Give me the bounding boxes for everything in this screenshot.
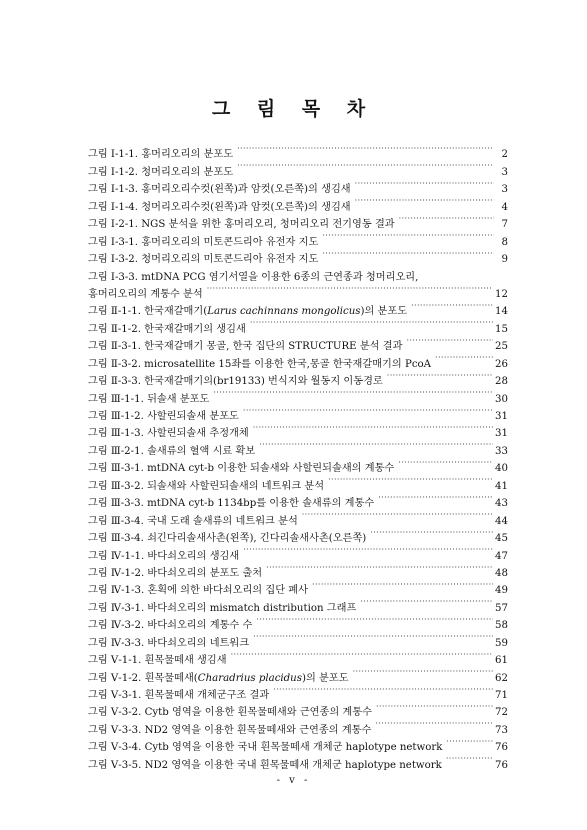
toc-entry-page: 43	[495, 498, 508, 510]
toc-leader-dots	[355, 192, 494, 209]
toc-entry-page: 40	[495, 463, 508, 475]
toc-entry-page: 7	[501, 219, 508, 231]
toc-entry-page: 45	[495, 533, 508, 545]
toc-entry-label: 그림 Ⅲ-3-2. 되솔새와 사할린되솔새의 네트워크 분석	[88, 480, 325, 492]
toc-entry-label: 그림 Ⅰ-1-2. 청머리오리의 분포도	[88, 166, 234, 178]
toc-list	[88, 140, 508, 771]
toc-entry-label: 그림 Ⅴ-3-1. 흰목물떼새 개체군구조 결과	[88, 690, 270, 701]
toc-leader-dots	[411, 297, 493, 314]
toc-leader-dots	[370, 524, 493, 541]
toc-entry-label: 그림 Ⅴ-1-1. 흰목물떼새 생김새	[88, 655, 227, 667]
toc-leader-dots	[266, 559, 493, 576]
toc-leader-dots	[273, 681, 493, 698]
toc-entry-label: 그림 Ⅴ-3-3. ND2 영역을 이용한 흰목물떼새와 근연종의 계통수	[88, 724, 372, 736]
toc-entry-page: 48	[495, 567, 508, 579]
toc-entry-page: 3	[501, 184, 508, 196]
toc-leader-dots	[237, 157, 494, 174]
toc-entry-label: 그림 Ⅰ-3-1. 홍머리오리의 미토콘드리아 유전자 지도	[88, 236, 319, 248]
toc-entry-label: 그림 Ⅳ-3-3. 바다쇠오리의 네트워크	[88, 637, 250, 649]
toc-entry-label: 그림 Ⅰ-1-3. 홍머리오리수컷(왼쪽)과 암컷(오른쪽)의 생김새	[88, 184, 351, 196]
toc-entry-label: 그림 Ⅴ-1-2. 흰목물떼새(Charadrius placidus)의 분포도	[88, 672, 349, 684]
toc-leader-dots	[322, 245, 494, 262]
toc-entry-label: 그림 Ⅲ-2-1. 솔새류의 혈액 시료 확보	[88, 445, 256, 457]
toc-entry-label: 그림 Ⅲ-3-4. 국내 도래 솔새류의 네트워크 분석	[88, 515, 298, 527]
toc-entry-label: 그림 Ⅳ-3-2. 바다쇠오리의 계통수 수	[88, 620, 253, 632]
toc-entry-label: 그림 Ⅱ-3-3. 한국재갈매기의(br19133) 번식지와 월동지 이동경로	[88, 376, 383, 388]
toc-entry-page: 71	[495, 690, 508, 701]
toc-entry-label: 그림 Ⅰ-1-4. 청머리오리수컷(왼쪽)과 암컷(오른쪽)의 생김새	[88, 201, 351, 213]
toc-leader-dots	[387, 367, 493, 384]
toc-entry-page: 25	[495, 341, 508, 353]
toc-entry-label: 그림 Ⅱ-1-1. 한국재갈매기(Larus cachinnans mongolicus)의 분포도	[88, 306, 408, 318]
toc-entry-label: 그림 Ⅲ-1-1. 뒤솔새 분포도	[88, 393, 210, 405]
toc-entry-label: 그림 Ⅲ-3-3. mtDNA cyt-b 1134bp를 이용한 솔새류의 계통수	[88, 498, 375, 510]
toc-entry-page: 33	[495, 445, 508, 457]
toc-leader-dots	[435, 349, 493, 366]
toc-entry-page: 61	[495, 655, 508, 667]
toc-leader-dots	[399, 210, 494, 227]
toc-entry-page: 3	[501, 166, 508, 178]
toc-entry-page: 15	[495, 323, 508, 335]
toc-leader-dots	[243, 402, 493, 419]
toc-entry-page: 26	[495, 358, 508, 370]
toc-entry-page: 41	[495, 480, 508, 492]
toc-entry-label: 그림 Ⅴ-3-4. Cytb 영역을 이용한 국내 흰목물떼새 개체군 haplotype network	[88, 742, 443, 754]
toc-entry-page: 30	[495, 393, 508, 405]
toc-entry-label: 그림 Ⅰ-3-3. mtDNA PCG 염기서열을 이용한 6종의 근연종과 청머리오리,	[88, 271, 419, 283]
toc-entry-page: 44	[495, 515, 508, 527]
toc-leader-dots	[322, 227, 494, 244]
toc-leader-dots	[355, 175, 494, 192]
toc-entry-page: 72	[495, 707, 508, 719]
page-title: 그 림 목 차	[211, 98, 376, 120]
toc-entry-label: 그림 Ⅰ-1-1. 홍머리오리의 분포도	[88, 149, 234, 161]
toc-leader-dots	[237, 140, 494, 157]
toc-leader-dots	[446, 733, 493, 750]
toc-entry-label: 그림 Ⅰ-2-1. NGS 분석을 위한 홍머리오리, 청머리오리 전기영동 결과	[88, 219, 395, 231]
toc-entry[interactable]	[88, 140, 508, 161]
toc-entry-label: 그림 Ⅲ-1-2. 사할린되솔새 분포도	[88, 411, 239, 422]
toc-leader-dots	[328, 471, 493, 488]
toc-entry-page: 59	[495, 637, 508, 649]
toc-entry-page: 12	[495, 288, 508, 300]
toc-leader-dots	[378, 489, 493, 506]
toc-leader-dots	[302, 506, 493, 523]
toc-entry-label: 그림 Ⅴ-3-2. Cytb 영역을 이용한 흰목물떼새와 근연종의 계통수	[88, 707, 372, 719]
toc-entry-label: 그림 Ⅱ-3-2. microsatellite 15좌를 이용한 한국,몽골 한국재갈매기의 PcoA	[88, 358, 432, 370]
toc-entry-page: 47	[495, 550, 508, 562]
toc-entry-page: 62	[495, 672, 508, 684]
toc-leader-dots	[398, 454, 493, 471]
toc-entry-page: 9	[501, 254, 508, 266]
toc-leader-dots	[353, 663, 493, 680]
toc-leader-dots	[253, 419, 493, 436]
toc-leader-dots	[376, 698, 493, 715]
toc-leader-dots	[207, 280, 493, 297]
toc-entry-label: 홍머리오리의 계통수 분석	[88, 288, 203, 300]
toc-leader-dots	[446, 750, 493, 767]
toc-entry-label: 그림 Ⅳ-1-1. 바다쇠오리의 생김새	[88, 550, 240, 562]
toc-entry-page: 28	[495, 376, 508, 388]
toc-leader-dots	[250, 314, 493, 331]
toc-entry-page: 76	[495, 742, 508, 754]
toc-entry-label: 그림 Ⅰ-3-2. 청머리오리의 미토콘드리아 유전자 지도	[88, 254, 319, 266]
toc-entry-page: 31	[495, 428, 508, 440]
toc-entry-label: 그림 Ⅳ-1-2. 바다쇠오리의 분포도 출처	[88, 567, 263, 579]
toc-leader-dots	[406, 332, 493, 349]
toc-entry-label: 그림 Ⅳ-1-3. 혼획에 의한 바다쇠오리의 집단 폐사	[88, 585, 308, 597]
toc-entry-page: 76	[495, 759, 508, 771]
toc-entry-label: 그림 Ⅲ-3-1. mtDNA cyt-b 이용한 되솔새와 사할린되솔새의 계통수	[88, 463, 395, 475]
toc-entry-page: 8	[501, 236, 508, 248]
toc-entry-page: 73	[495, 724, 508, 736]
toc-entry-page: 14	[495, 306, 508, 318]
toc-leader-dots	[259, 436, 493, 453]
toc-entry-label: 그림 Ⅴ-3-5. ND2 영역을 이용한 국내 흰목물떼새 개체군 haplotype network	[88, 759, 442, 771]
toc-entry-label: 그림 Ⅱ-1-2. 한국재갈매기의 생김새	[88, 323, 246, 335]
toc-leader-dots	[360, 593, 493, 610]
toc-entry-page: 57	[495, 602, 508, 614]
toc-entry-page: 31	[495, 411, 508, 422]
toc-leader-dots	[253, 628, 493, 645]
toc-entry-label: 그림 Ⅳ-3-1. 바다쇠오리의 mismatch distribution 그래프	[88, 602, 357, 614]
toc-entry-label: 그림 Ⅱ-3-1. 한국재갈매기 몽골, 한국 집단의 STRUCTURE 분석 결과	[88, 341, 403, 353]
toc-leader-dots	[256, 611, 493, 628]
toc-leader-dots	[243, 541, 493, 558]
toc-entry-page: 49	[495, 585, 508, 597]
toc-leader-dots	[213, 384, 493, 401]
toc-entry-page: 58	[495, 620, 508, 632]
toc-entry-label: 그림 Ⅲ-3-4. 쇠긴다리솔새사촌(왼쪽), 긴다리솔새사촌(오른쪽)	[88, 533, 367, 545]
toc-leader-dots	[375, 715, 493, 732]
toc-leader-dots	[312, 576, 493, 593]
page-number: - v -	[276, 775, 311, 786]
toc-leader-dots	[231, 646, 493, 663]
toc-entry-page: 2	[501, 149, 508, 161]
toc-entry-page: 4	[501, 201, 508, 213]
toc-entry-label: 그림 Ⅲ-1-3. 사할린되솔새 추정개체	[88, 428, 249, 440]
